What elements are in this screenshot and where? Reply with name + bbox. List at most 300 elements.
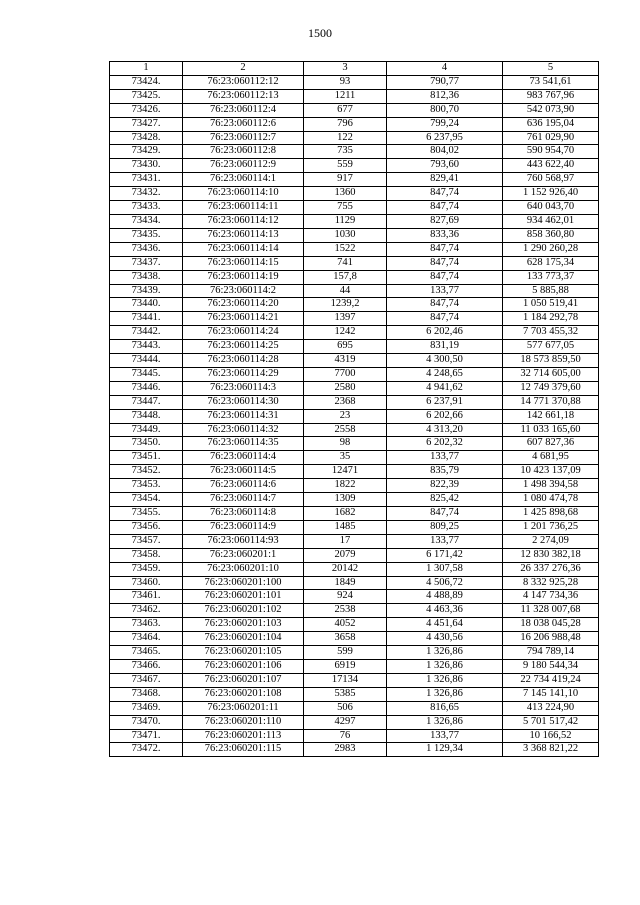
table-cell: 76:23:060201:104 (183, 632, 304, 646)
table-cell: 825,42 (387, 493, 503, 507)
table-cell: 76:23:060201:11 (183, 701, 304, 715)
table-cell: 76:23:060114:6 (183, 479, 304, 493)
table-cell: 73443. (110, 340, 183, 354)
table-cell: 812,36 (387, 89, 503, 103)
table-cell: 640 043,70 (503, 201, 599, 215)
table-row (110, 173, 599, 187)
table-cell: 3 368 821,22 (503, 743, 599, 757)
table-cell: 76:23:060112:13 (183, 89, 304, 103)
table-cell: 133,77 (387, 534, 503, 548)
table-cell: 73425. (110, 89, 183, 103)
table-cell: 2368 (304, 395, 387, 409)
table-row (110, 604, 599, 618)
table-row (110, 326, 599, 340)
table-cell: 73429. (110, 145, 183, 159)
table-cell: 847,74 (387, 256, 503, 270)
table-cell: 32 714 605,00 (503, 367, 599, 381)
table-cell: 73 541,61 (503, 75, 599, 89)
table-cell: 4 506,72 (387, 576, 503, 590)
table-cell: 73453. (110, 479, 183, 493)
table-cell: 73427. (110, 117, 183, 131)
table-cell: 847,74 (387, 187, 503, 201)
table-row (110, 201, 599, 215)
table-cell: 73467. (110, 673, 183, 687)
table-cell: 73471. (110, 729, 183, 743)
table-row (110, 214, 599, 228)
table-cell: 76:23:060201:113 (183, 729, 304, 743)
table-cell: 76:23:060112:7 (183, 131, 304, 145)
table-cell: 73428. (110, 131, 183, 145)
table-cell: 133,77 (387, 729, 503, 743)
table-cell: 829,41 (387, 173, 503, 187)
table-row (110, 465, 599, 479)
table-cell: 4052 (304, 618, 387, 632)
table-cell: 98 (304, 437, 387, 451)
table-row (110, 256, 599, 270)
table-cell: 5385 (304, 687, 387, 701)
table-row (110, 520, 599, 534)
table-cell: 73469. (110, 701, 183, 715)
table-cell: 413 224,90 (503, 701, 599, 715)
table-row (110, 270, 599, 284)
table-cell: 4 451,64 (387, 618, 503, 632)
table-cell: 73446. (110, 381, 183, 395)
table-cell: 636 195,04 (503, 117, 599, 131)
table-header-row (110, 62, 599, 76)
table-cell: 18 038 045,28 (503, 618, 599, 632)
table-cell: 1 326,86 (387, 715, 503, 729)
table-cell: 4 300,50 (387, 354, 503, 368)
table-cell: 1 326,86 (387, 673, 503, 687)
table-cell: 73448. (110, 409, 183, 423)
table-cell: 755 (304, 201, 387, 215)
table-cell: 4 248,65 (387, 367, 503, 381)
table-cell: 73459. (110, 562, 183, 576)
table-cell: 443 622,40 (503, 159, 599, 173)
table-cell: 1309 (304, 493, 387, 507)
table-cell: 76:23:060114:10 (183, 187, 304, 201)
table-cell: 73431. (110, 173, 183, 187)
cadastral-table (109, 61, 599, 757)
table-cell: 847,74 (387, 270, 503, 284)
table-cell: 590 954,70 (503, 145, 599, 159)
table-cell: 73452. (110, 465, 183, 479)
table-cell: 73472. (110, 743, 183, 757)
table-cell: 76:23:060114:21 (183, 312, 304, 326)
table-cell: 847,74 (387, 507, 503, 521)
table-row (110, 312, 599, 326)
table-cell: 7 145 141,10 (503, 687, 599, 701)
table-cell: 735 (304, 145, 387, 159)
table-cell: 76:23:060114:14 (183, 242, 304, 256)
table-cell: 76:23:060201:115 (183, 743, 304, 757)
table-cell: 790,77 (387, 75, 503, 89)
table-cell: 847,74 (387, 201, 503, 215)
table-cell: 76:23:060114:7 (183, 493, 304, 507)
table-cell: 5 885,88 (503, 284, 599, 298)
table-cell: 76:23:060201:103 (183, 618, 304, 632)
table-cell: 73457. (110, 534, 183, 548)
table-cell: 73440. (110, 298, 183, 312)
table-cell: 76:23:060114:25 (183, 340, 304, 354)
table-row (110, 590, 599, 604)
table-cell: 6 202,46 (387, 326, 503, 340)
table-cell: 76:23:060201:102 (183, 604, 304, 618)
table-row (110, 618, 599, 632)
table-row (110, 117, 599, 131)
table-cell: 800,70 (387, 103, 503, 117)
table-cell: 6 171,42 (387, 548, 503, 562)
table-cell: 1 326,86 (387, 687, 503, 701)
table-cell: 73466. (110, 659, 183, 673)
table-row (110, 284, 599, 298)
table-cell: 76:23:060114:24 (183, 326, 304, 340)
table-cell: 4297 (304, 715, 387, 729)
table-cell: 799,24 (387, 117, 503, 131)
table-cell: 4 941,62 (387, 381, 503, 395)
table-cell: 76:23:060114:8 (183, 507, 304, 521)
table-row (110, 687, 599, 701)
table-cell: 133,77 (387, 451, 503, 465)
table-cell: 542 073,90 (503, 103, 599, 117)
table-cell: 76:23:060114:93 (183, 534, 304, 548)
table-cell: 1 425 898,68 (503, 507, 599, 521)
table-cell: 1 307,58 (387, 562, 503, 576)
table-cell: 1030 (304, 228, 387, 242)
table-cell: 73461. (110, 590, 183, 604)
table-cell: 917 (304, 173, 387, 187)
table-row (110, 659, 599, 673)
table-cell: 804,02 (387, 145, 503, 159)
table-cell: 4319 (304, 354, 387, 368)
table-cell: 76:23:060201:107 (183, 673, 304, 687)
table-cell: 73456. (110, 520, 183, 534)
table-cell: 934 462,01 (503, 214, 599, 228)
table-cell: 2079 (304, 548, 387, 562)
table-cell: 73450. (110, 437, 183, 451)
table-row (110, 548, 599, 562)
table-cell: 1242 (304, 326, 387, 340)
table-cell: 73460. (110, 576, 183, 590)
table-cell: 761 029,90 (503, 131, 599, 145)
table-cell: 76:23:060114:4 (183, 451, 304, 465)
table-cell: 760 568,97 (503, 173, 599, 187)
column-header: 4 (387, 62, 503, 76)
table-cell: 1211 (304, 89, 387, 103)
column-header: 3 (304, 62, 387, 76)
table-row (110, 340, 599, 354)
table-row (110, 159, 599, 173)
table-cell: 12471 (304, 465, 387, 479)
table-cell: 816,65 (387, 701, 503, 715)
table-cell: 7 703 455,32 (503, 326, 599, 340)
table-cell: 11 033 165,60 (503, 423, 599, 437)
table-row (110, 673, 599, 687)
table-row (110, 354, 599, 368)
table-cell: 76:23:060114:9 (183, 520, 304, 534)
table-cell: 76:23:060112:6 (183, 117, 304, 131)
table-row (110, 701, 599, 715)
table-cell: 73455. (110, 507, 183, 521)
table-cell: 1 201 736,25 (503, 520, 599, 534)
table-cell: 794 789,14 (503, 646, 599, 660)
table-cell: 1 184 292,78 (503, 312, 599, 326)
table-cell: 10 423 137,09 (503, 465, 599, 479)
table-body (110, 75, 599, 756)
table-cell: 133 773,37 (503, 270, 599, 284)
table-cell: 827,69 (387, 214, 503, 228)
table-cell: 76:23:060112:9 (183, 159, 304, 173)
table-cell: 809,25 (387, 520, 503, 534)
table-cell: 76:23:060201:100 (183, 576, 304, 590)
column-header: 2 (183, 62, 304, 76)
table-cell: 76:23:060114:11 (183, 201, 304, 215)
table-cell: 559 (304, 159, 387, 173)
table-cell: 76:23:060201:108 (183, 687, 304, 701)
table-cell: 20142 (304, 562, 387, 576)
table-cell: 73441. (110, 312, 183, 326)
table-cell: 73424. (110, 75, 183, 89)
table-cell: 18 573 859,50 (503, 354, 599, 368)
table-cell: 76:23:060112:8 (183, 145, 304, 159)
table-cell: 6919 (304, 659, 387, 673)
table-cell: 76:23:060114:29 (183, 367, 304, 381)
table-cell: 12 749 379,60 (503, 381, 599, 395)
table-cell: 73432. (110, 187, 183, 201)
table-cell: 73434. (110, 214, 183, 228)
table-cell: 607 827,36 (503, 437, 599, 451)
table-cell: 1397 (304, 312, 387, 326)
table-cell: 73430. (110, 159, 183, 173)
table-cell: 835,79 (387, 465, 503, 479)
table-cell: 73438. (110, 270, 183, 284)
table-cell: 1 080 474,78 (503, 493, 599, 507)
table-cell: 76:23:060114:28 (183, 354, 304, 368)
table-cell: 11 328 007,68 (503, 604, 599, 618)
table-row (110, 743, 599, 757)
table-cell: 76:23:060114:20 (183, 298, 304, 312)
table-row (110, 715, 599, 729)
table-cell: 6 237,95 (387, 131, 503, 145)
table-cell: 2558 (304, 423, 387, 437)
table-cell: 6 202,66 (387, 409, 503, 423)
table-cell: 73449. (110, 423, 183, 437)
table-cell: 847,74 (387, 312, 503, 326)
table-cell: 76:23:060114:32 (183, 423, 304, 437)
table-cell: 1129 (304, 214, 387, 228)
table-row (110, 437, 599, 451)
table-cell: 73433. (110, 201, 183, 215)
table-cell: 73426. (110, 103, 183, 117)
table-row (110, 395, 599, 409)
table-cell: 76:23:060114:12 (183, 214, 304, 228)
table-cell: 1360 (304, 187, 387, 201)
table-cell: 1682 (304, 507, 387, 521)
table-cell: 73470. (110, 715, 183, 729)
table-cell: 1 152 926,40 (503, 187, 599, 201)
table-cell: 73436. (110, 242, 183, 256)
page-number: 1500 (308, 26, 332, 40)
table-cell: 4 463,36 (387, 604, 503, 618)
table-cell: 76:23:060201:106 (183, 659, 304, 673)
table-row (110, 381, 599, 395)
table-cell: 73442. (110, 326, 183, 340)
table-cell: 76:23:060112:4 (183, 103, 304, 117)
table-cell: 76:23:060114:35 (183, 437, 304, 451)
table-cell: 847,74 (387, 298, 503, 312)
table-cell: 577 677,05 (503, 340, 599, 354)
table-cell: 23 (304, 409, 387, 423)
table-cell: 17 (304, 534, 387, 548)
table-cell: 1239,2 (304, 298, 387, 312)
column-header: 1 (110, 62, 183, 76)
table-row (110, 632, 599, 646)
table-row (110, 242, 599, 256)
table-cell: 4 430,56 (387, 632, 503, 646)
table-cell: 4 313,20 (387, 423, 503, 437)
table-cell: 8 332 925,28 (503, 576, 599, 590)
table-cell: 1 326,86 (387, 659, 503, 673)
table-row (110, 103, 599, 117)
table-cell: 9 180 544,34 (503, 659, 599, 673)
table-cell: 73458. (110, 548, 183, 562)
table-cell: 76:23:060112:12 (183, 75, 304, 89)
table-cell: 76:23:060114:2 (183, 284, 304, 298)
table-cell: 5 701 517,42 (503, 715, 599, 729)
table-cell: 695 (304, 340, 387, 354)
table-row (110, 729, 599, 743)
table-cell: 3658 (304, 632, 387, 646)
table-cell: 10 166,52 (503, 729, 599, 743)
table-cell: 7700 (304, 367, 387, 381)
table-cell: 157,8 (304, 270, 387, 284)
table-cell: 76:23:060114:19 (183, 270, 304, 284)
table-cell: 6 237,91 (387, 395, 503, 409)
table-cell: 73447. (110, 395, 183, 409)
table-row (110, 451, 599, 465)
table-cell: 73439. (110, 284, 183, 298)
table-cell: 76:23:060201:10 (183, 562, 304, 576)
table-cell: 76:23:060114:5 (183, 465, 304, 479)
table-cell: 76:23:060114:1 (183, 173, 304, 187)
table-cell: 16 206 988,48 (503, 632, 599, 646)
table-cell: 847,74 (387, 242, 503, 256)
table-cell: 17134 (304, 673, 387, 687)
table-cell: 858 360,80 (503, 228, 599, 242)
table-row (110, 131, 599, 145)
table-cell: 76:23:060114:15 (183, 256, 304, 270)
table-row (110, 534, 599, 548)
table-cell: 983 767,96 (503, 89, 599, 103)
table-row (110, 576, 599, 590)
table-cell: 1485 (304, 520, 387, 534)
table-cell: 73465. (110, 646, 183, 660)
table-cell: 76:23:060201:105 (183, 646, 304, 660)
table-cell: 73451. (110, 451, 183, 465)
table-row (110, 507, 599, 521)
table-cell: 599 (304, 646, 387, 660)
table-cell: 833,36 (387, 228, 503, 242)
table-cell: 4 681,95 (503, 451, 599, 465)
table-cell: 93 (304, 75, 387, 89)
table-cell: 2983 (304, 743, 387, 757)
table-cell: 822,39 (387, 479, 503, 493)
table-cell: 22 734 419,24 (503, 673, 599, 687)
table-cell: 1522 (304, 242, 387, 256)
table-cell: 793,60 (387, 159, 503, 173)
table-row (110, 562, 599, 576)
table-cell: 14 771 370,88 (503, 395, 599, 409)
table-cell: 1 326,86 (387, 646, 503, 660)
table-cell: 741 (304, 256, 387, 270)
table-cell: 73454. (110, 493, 183, 507)
table-cell: 4 147 734,36 (503, 590, 599, 604)
table-cell: 924 (304, 590, 387, 604)
table-cell: 44 (304, 284, 387, 298)
table-cell: 73464. (110, 632, 183, 646)
table-cell: 76:23:060201:110 (183, 715, 304, 729)
table-cell: 506 (304, 701, 387, 715)
table-cell: 73462. (110, 604, 183, 618)
table-cell: 1822 (304, 479, 387, 493)
table-cell: 76:23:060114:30 (183, 395, 304, 409)
table-cell: 73445. (110, 367, 183, 381)
table-row (110, 646, 599, 660)
table-cell: 133,77 (387, 284, 503, 298)
table-cell: 6 202,32 (387, 437, 503, 451)
table-row (110, 89, 599, 103)
table-row (110, 409, 599, 423)
table-row (110, 187, 599, 201)
table-cell: 73435. (110, 228, 183, 242)
table-row (110, 298, 599, 312)
table-cell: 76:23:060201:1 (183, 548, 304, 562)
table-cell: 35 (304, 451, 387, 465)
table-cell: 76:23:060114:31 (183, 409, 304, 423)
table-cell: 677 (304, 103, 387, 117)
table-cell: 12 830 382,18 (503, 548, 599, 562)
table-cell: 26 337 276,36 (503, 562, 599, 576)
table-cell: 76:23:060114:13 (183, 228, 304, 242)
table-row (110, 75, 599, 89)
table-cell: 2 274,09 (503, 534, 599, 548)
table-cell: 796 (304, 117, 387, 131)
table-row (110, 423, 599, 437)
table-cell: 628 175,34 (503, 256, 599, 270)
table-cell: 2538 (304, 604, 387, 618)
table-cell: 2580 (304, 381, 387, 395)
table-cell: 142 661,18 (503, 409, 599, 423)
table-cell: 1849 (304, 576, 387, 590)
table-cell: 76 (304, 729, 387, 743)
table-cell: 1 050 519,41 (503, 298, 599, 312)
table-cell: 1 129,34 (387, 743, 503, 757)
table-cell: 122 (304, 131, 387, 145)
table-cell: 1 498 394,58 (503, 479, 599, 493)
table-cell: 1 290 260,28 (503, 242, 599, 256)
table-cell: 73463. (110, 618, 183, 632)
table-row (110, 493, 599, 507)
table-row (110, 367, 599, 381)
table-row (110, 145, 599, 159)
table-cell: 73444. (110, 354, 183, 368)
table-row (110, 479, 599, 493)
table-cell: 76:23:060114:3 (183, 381, 304, 395)
column-header: 5 (503, 62, 599, 76)
table-cell: 73437. (110, 256, 183, 270)
table-cell: 76:23:060201:101 (183, 590, 304, 604)
table-cell: 831,19 (387, 340, 503, 354)
